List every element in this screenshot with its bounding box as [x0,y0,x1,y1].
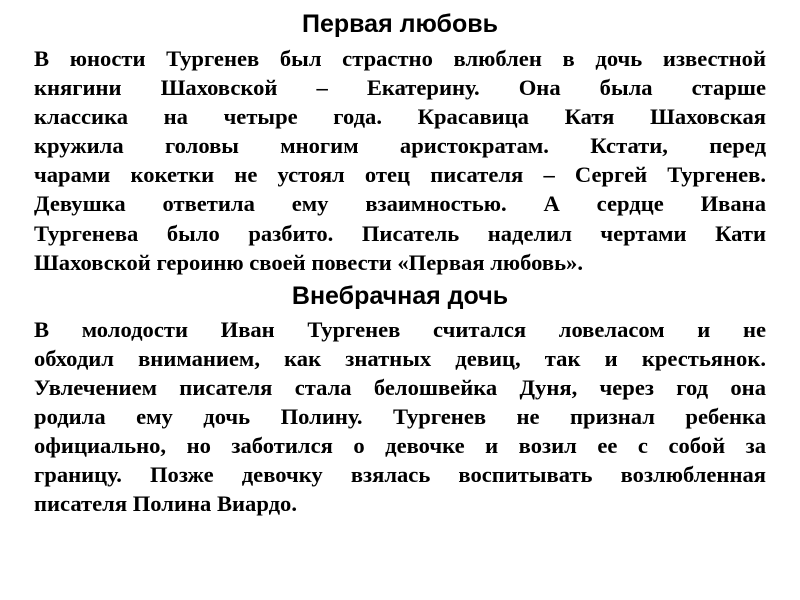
text-line: Тургенева было разбито. Писатель наделил чертами Кати [34,220,766,246]
text-line: Увлечением писателя стала белошвейка Дуня, через год она [34,374,766,400]
paragraph-illegitimate-daughter [34,315,766,519]
paragraph-first-love [34,44,766,277]
text-line: писателя Полина Виардо. [34,491,297,517]
text-line: кружила головы многим аристократам. Кстати, перед [34,133,766,159]
text-line: В молодости Иван Тургенев считался ловеласом и не [34,316,766,342]
text-line: родила ему дочь Полину. Тургенев не признал ребенка [34,404,766,430]
text-line: В юности Тургенев был страстно влюблен в дочь известной [34,46,766,71]
section-title-first-love: Первая любовь [302,10,498,38]
text-line: Девушка ответила ему взаимностью. А сердце Ивана [34,191,766,217]
text-line: классика на четыре года. Красавица Катя Шаховская [34,104,766,130]
text-line: чарами кокетки не устоял отец писателя – Сергей Тургенев. [34,162,766,188]
text-line: княгини Шаховской – Екатерину. Она была старше [34,75,766,101]
text-line: официально, но заботился о девочке и возил ее с собой за [34,433,766,459]
text-line: Шаховской героиню своей повести «Первая любовь». [34,249,583,275]
text-line: обходил вниманием, как знатных девиц, так и крестьянок. [34,345,766,371]
text-line: границу. Позже девочку взялась воспитывать возлюбленная [34,462,766,488]
section-title-illegitimate-daughter: Внебрачная дочь [291,281,509,310]
